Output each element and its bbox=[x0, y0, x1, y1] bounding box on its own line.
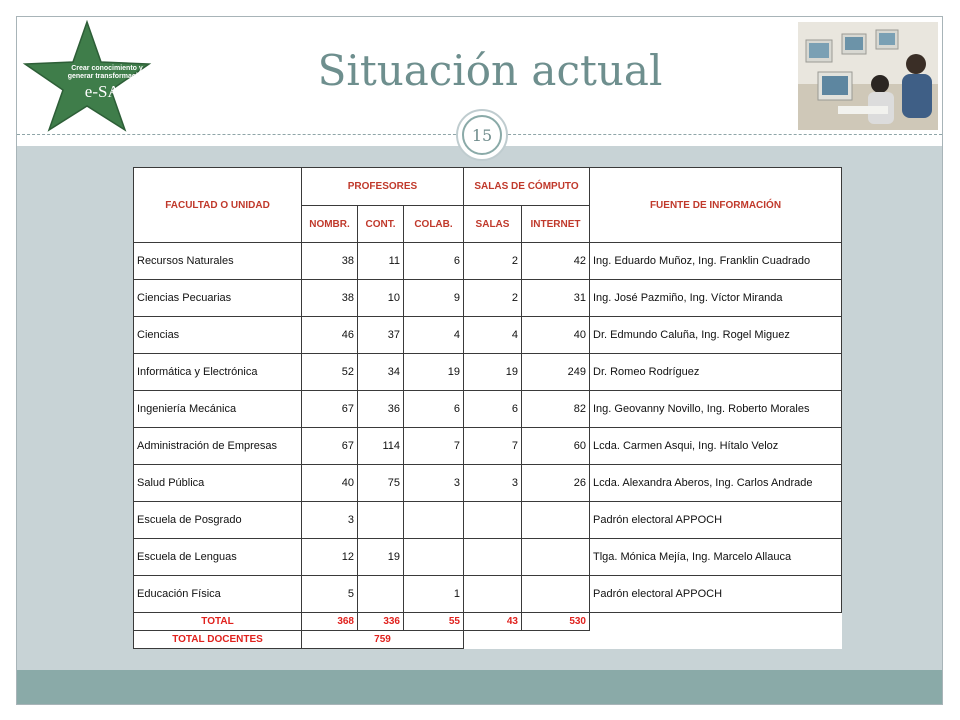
cell-nombr: 3 bbox=[302, 502, 358, 539]
cell-nombr: 67 bbox=[302, 428, 358, 465]
empty-cell bbox=[522, 631, 590, 649]
header-colab: COLAB. bbox=[404, 206, 464, 243]
cell-nombr: 52 bbox=[302, 354, 358, 391]
table-row bbox=[134, 539, 842, 576]
footer-band bbox=[17, 670, 942, 704]
total-label: TOTAL bbox=[134, 613, 302, 631]
logo-tagline bbox=[52, 65, 162, 81]
cell-salas: 3 bbox=[464, 465, 522, 502]
cell-facultad: Escuela de Lenguas bbox=[134, 539, 302, 576]
cell-colab: 7 bbox=[404, 428, 464, 465]
cell-salas: 2 bbox=[464, 243, 522, 280]
cell-salas: 6 bbox=[464, 391, 522, 428]
cell-internet: 26 bbox=[522, 465, 590, 502]
cell-colab: 4 bbox=[404, 317, 464, 354]
cell-cont: 36 bbox=[358, 391, 404, 428]
cell-cont: 37 bbox=[358, 317, 404, 354]
cell-colab bbox=[404, 539, 464, 576]
cell-nombr: 38 bbox=[302, 243, 358, 280]
cell-facultad: Ciencias Pecuarias bbox=[134, 280, 302, 317]
cell-facultad: Ciencias bbox=[134, 317, 302, 354]
logo-name: e-SAP bbox=[84, 82, 130, 101]
table-row bbox=[134, 243, 842, 280]
cell-cont: 11 bbox=[358, 243, 404, 280]
cell-colab bbox=[404, 502, 464, 539]
cell-internet: 82 bbox=[522, 391, 590, 428]
total-docentes-label: TOTAL DOCENTES bbox=[134, 631, 302, 649]
total-salas: 43 bbox=[464, 613, 522, 631]
cell-salas: 19 bbox=[464, 354, 522, 391]
cell-facultad: Escuela de Posgrado bbox=[134, 502, 302, 539]
empty-cell bbox=[590, 631, 842, 649]
cell-facultad: Ingeniería Mecánica bbox=[134, 391, 302, 428]
header-fuente: FUENTE DE INFORMACIÓN bbox=[590, 168, 842, 243]
table-row bbox=[134, 428, 842, 465]
cell-fuente: Dr. Edmundo Caluña, Ing. Rogel Miguez bbox=[590, 317, 842, 354]
cell-fuente: Tlga. Mónica Mejía, Ing. Marcelo Allauca bbox=[590, 539, 842, 576]
cell-internet: 42 bbox=[522, 243, 590, 280]
cell-facultad: Administración de Empresas bbox=[134, 428, 302, 465]
header-profesores: PROFESORES bbox=[302, 168, 464, 206]
cell-internet: 60 bbox=[522, 428, 590, 465]
cell-salas bbox=[464, 576, 522, 613]
cell-nombr: 67 bbox=[302, 391, 358, 428]
table-row bbox=[134, 502, 842, 539]
header-facultad: FACULTAD O UNIDAD bbox=[134, 168, 302, 243]
cell-internet bbox=[522, 576, 590, 613]
header-nombr: NOMBR. bbox=[302, 206, 358, 243]
cell-internet bbox=[522, 539, 590, 576]
cell-fuente: Lcda. Carmen Asqui, Ing. Hítalo Veloz bbox=[590, 428, 842, 465]
cell-nombr: 40 bbox=[302, 465, 358, 502]
cell-colab: 6 bbox=[404, 243, 464, 280]
cell-nombr: 5 bbox=[302, 576, 358, 613]
cell-salas bbox=[464, 539, 522, 576]
page-number-badge bbox=[456, 109, 508, 161]
cell-facultad: Educación Física bbox=[134, 576, 302, 613]
cell-cont bbox=[358, 576, 404, 613]
page-number: 15 bbox=[462, 115, 502, 155]
cell-fuente: Padrón electoral APPOCH bbox=[590, 576, 842, 613]
total-docentes-value: 759 bbox=[302, 631, 464, 649]
cell-colab: 9 bbox=[404, 280, 464, 317]
cell-fuente: Ing. Geovanny Novillo, Ing. Roberto Morales bbox=[590, 391, 842, 428]
cell-nombr: 38 bbox=[302, 280, 358, 317]
cell-internet bbox=[522, 502, 590, 539]
cell-nombr: 12 bbox=[302, 539, 358, 576]
cell-facultad: Informática y Electrónica bbox=[134, 354, 302, 391]
cell-cont: 10 bbox=[358, 280, 404, 317]
table-row bbox=[134, 391, 842, 428]
computer-lab-photo bbox=[798, 22, 938, 130]
cell-salas: 7 bbox=[464, 428, 522, 465]
cell-cont bbox=[358, 502, 404, 539]
esap-logo bbox=[22, 20, 152, 132]
table-row bbox=[134, 465, 842, 502]
cell-colab: 19 bbox=[404, 354, 464, 391]
header-salas-computo: SALAS DE CÓMPUTO bbox=[464, 168, 590, 206]
total-colab: 55 bbox=[404, 613, 464, 631]
cell-cont: 19 bbox=[358, 539, 404, 576]
header-cont: CONT. bbox=[358, 206, 404, 243]
faculty-table bbox=[133, 167, 842, 649]
cell-fuente: Ing. José Pazmiño, Ing. Víctor Miranda bbox=[590, 280, 842, 317]
total-row bbox=[134, 613, 842, 631]
cell-cont: 34 bbox=[358, 354, 404, 391]
total-internet: 530 bbox=[522, 613, 590, 631]
cell-internet: 40 bbox=[522, 317, 590, 354]
table-row bbox=[134, 354, 842, 391]
cell-colab: 6 bbox=[404, 391, 464, 428]
slide-title: Situación actual bbox=[317, 46, 663, 95]
table-row bbox=[134, 280, 842, 317]
cell-facultad: Recursos Naturales bbox=[134, 243, 302, 280]
cell-facultad: Salud Pública bbox=[134, 465, 302, 502]
cell-colab: 1 bbox=[404, 576, 464, 613]
cell-cont: 114 bbox=[358, 428, 404, 465]
cell-salas bbox=[464, 502, 522, 539]
cell-fuente: Ing. Eduardo Muñoz, Ing. Franklin Cuadrado bbox=[590, 243, 842, 280]
cell-fuente: Dr. Romeo Rodríguez bbox=[590, 354, 842, 391]
cell-salas: 2 bbox=[464, 280, 522, 317]
logo-tagline-line2: generar transformación bbox=[67, 73, 147, 80]
cell-fuente: Padrón electoral APPOCH bbox=[590, 502, 842, 539]
empty-cell bbox=[590, 613, 842, 631]
cell-internet: 31 bbox=[522, 280, 590, 317]
total-nombr: 368 bbox=[302, 613, 358, 631]
table-row bbox=[134, 576, 842, 613]
cell-fuente: Lcda. Alexandra Aberos, Ing. Carlos Andrade bbox=[590, 465, 842, 502]
cell-salas: 4 bbox=[464, 317, 522, 354]
cell-internet: 249 bbox=[522, 354, 590, 391]
cell-nombr: 46 bbox=[302, 317, 358, 354]
header-internet: INTERNET bbox=[522, 206, 590, 243]
cell-cont: 75 bbox=[358, 465, 404, 502]
total-docentes-row bbox=[134, 631, 842, 649]
table-row bbox=[134, 317, 842, 354]
logo-tagline-line1: Crear conocimiento y bbox=[71, 65, 143, 72]
total-cont: 336 bbox=[358, 613, 404, 631]
empty-cell bbox=[464, 631, 522, 649]
header-salas: SALAS bbox=[464, 206, 522, 243]
cell-colab: 3 bbox=[404, 465, 464, 502]
